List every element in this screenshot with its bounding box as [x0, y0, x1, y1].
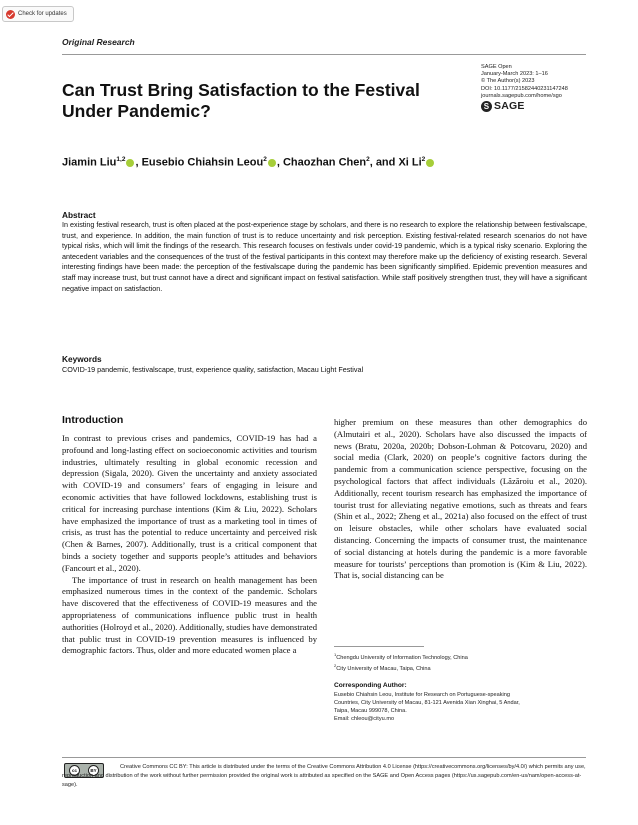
article-title: Can Trust Bring Satisfaction to the Festival Under Pandemic? [62, 80, 420, 121]
check-updates-icon [6, 10, 15, 19]
sage-logo [481, 101, 591, 112]
author-separator: , [135, 156, 142, 169]
affiliation-sup: 1 [334, 652, 337, 657]
affiliation-text: Chengdu University of Information Technology, China [336, 654, 468, 661]
journal-doi[interactable]: DOI: 10.1177/21582440231147248 [481, 85, 568, 92]
corresponding-author-heading: Corresponding Author: [334, 682, 407, 689]
affiliation-sup: 2 [334, 662, 337, 668]
body-paragraph: The importance of trust in research on health management has been emphasized numerous times in the context of the pandemic. Scholars have discovered that the effectiveness of COVID-19 measures and the appropriateness of communications influence public trust in health authorities (Holroyd et al., 2020). Additionally, studies have demonstrated that public trust in COVID-19 prevention measures is influenced by demographic factors. Thus, older and more educated women place a [62, 574, 317, 656]
affiliation-item [334, 651, 587, 662]
check-for-updates-label: Check for updates [18, 11, 67, 17]
author-name: Jiamin Liu [62, 156, 117, 169]
affiliation-item [334, 662, 587, 673]
journal-url[interactable]: journals.sagepub.com/home/sgo [481, 92, 562, 99]
by-icon: BY [88, 765, 99, 776]
top-toolbar [0, 0, 638, 26]
header-divider [62, 54, 586, 55]
orcid-icon[interactable] [426, 159, 434, 167]
orcid-icon[interactable] [268, 159, 276, 167]
introduction-heading: Introduction [62, 414, 124, 426]
keywords-heading: Keywords [62, 354, 102, 364]
license-text: Creative Commons CC BY: This article is distributed under the terms of the Creative Commons Attribution 4.0 License (https://creativecommons.org/licenses/by/4.0/) which permits any use, reproduction and distribution of the work without further permission provided the original work is attributed as specified on the SAGE and Open Access pages (https://us.sagepub.com/en-us/nam/open-access-at-sage). [62, 764, 586, 788]
section-label: Original Research [62, 37, 135, 47]
author-separator: , [276, 156, 283, 169]
body-column-right [334, 417, 587, 582]
check-for-updates-button[interactable] [2, 6, 74, 22]
footnote-divider [334, 646, 424, 647]
author-name: Chaozhan Chen [282, 156, 367, 169]
affiliations [334, 651, 587, 673]
corresponding-author-line: Eusebio Chiahsin Leou, Institute for Research on Portuguese-speaking [334, 692, 511, 698]
author-affiliation-sup: 2 [421, 156, 426, 163]
author-affiliation-sup: 2 [263, 156, 267, 163]
body-paragraph: higher premium on these measures than other demographics do (Almutairi et al., 2020). Scholars have also discussed the impacts of news (Bratu, 2020a, 2020b; Dobson-Lohman & Potcovaru, 2020) and social media (Clark, 2020) on people’s cognitive factors during the pandemic from a communication science perspective, focusing on the psychological factors that affect individuals (Lăzăroiu et al., 2020). Additionally, recent tourism research has emphasized the importance of tourist trust for alleviating negative emotions, such as threats and fears (Shin et al., 2022; Zheng et al., 2021a) also focused on the effect of trust on leisure obstacles, while other scholars have evaluated social distancing. Concerning the impacts of consumer trust, the maintenance of social distancing at hotels during the pandemic is a more favorable measure for tourists’ perceptions than promotion is (Kim & Liu, 2022). That is, social distancing can be [334, 417, 587, 581]
sage-logo-text: SAGE [494, 99, 525, 112]
author-name: Xi Li [398, 156, 422, 169]
journal-name: SAGE Open [481, 64, 512, 70]
author-separator-and: , and [369, 156, 399, 169]
abstract-heading: Abstract [62, 210, 96, 220]
body-paragraph: In contrast to previous crises and pandemics, COVID-19 has had a profound and long-lasting effect on socioeconomic activities and tourism industries, ultimately resulting in global economic recession and depression (Sigala, 2020). Given the uncertainty and anxiety associated with COVID-19 and consumers’ fears of engaging in leisure and economic activities that have followed lockdowns, establishing trust is critical for increasing purchase intentions (Kim & Liu, 2022). Scholars have emphasized the importance of trust as a marketing tool in times of crisis, as trust has the potential to reduce uncertainty and perceived risk (Chen & Barnes, 2007). Additionally, trust is a critical component that binds a society together and supports people’s attitudes and behaviors (Fancourt et al., 2020). [62, 433, 317, 573]
author-list [62, 156, 435, 169]
journal-issue: January-March 2023: 1–16 [481, 71, 548, 78]
corresponding-author-line: Taipa, Macau 999078, China. [334, 708, 407, 714]
author-affiliation-sup: 2 [366, 156, 370, 163]
journal-info [481, 64, 591, 112]
author-affiliation-sup: 1,2 [116, 156, 126, 163]
keywords-text: COVID-19 pandemic, festivalscape, trust, experience quality, satisfaction, Macau Light Festival [62, 365, 364, 374]
body-column-left [62, 433, 317, 657]
cc-icon: cc [69, 765, 80, 776]
corresponding-author-line: Countries, City University of Macau, 81-121 Avenida Xian Xinghai, 5 Andar, [334, 700, 520, 706]
orcid-icon[interactable] [126, 159, 134, 167]
sage-logo-icon: S [481, 101, 492, 112]
affiliation-text: City University of Macau, Taipa, China [336, 665, 431, 672]
journal-copyright: © The Author(s) 2023 [481, 78, 535, 85]
footer-divider [62, 757, 586, 758]
corresponding-author-email[interactable]: Email: chleou@cityu.mo [334, 716, 395, 722]
abstract-text: In existing festival research, trust is often placed at the post-experience stage by scholars, and there is no research to explore the relationship between festivalscape, trust, and experience. In addition, the main function of trust is to reduce uncertainty and risk perception. Existing festival-related research scenarios do not have typical risks, which will limit the findings of the research. This research focuses on festivals under covid-19 pandemic, which is a typical risky scenario. Exploring the antecedent variables and the consequences of the trust of the festival participants in this context may therefore make up the deficiency of existing research. Several interesting findings have been made: the perception of the festivalscape during the pandemic has been significantly simplified. Epidemic prevention measures and staff may increase trust, but trust cannot have a direct and significant impact on festival satisfaction. While staff positively strengthen trust, they will have a significant negative impact on satisfaction. [62, 220, 587, 293]
corresponding-author-details [334, 691, 587, 723]
author-name: Eusebio Chiahsin Leou [141, 156, 264, 169]
